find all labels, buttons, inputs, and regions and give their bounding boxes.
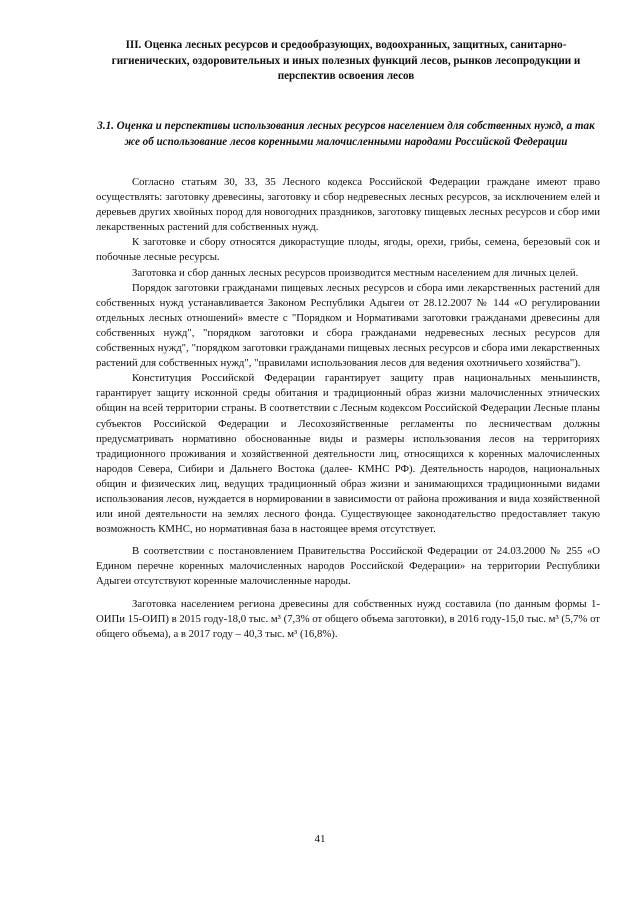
body-text [96, 175, 600, 642]
subsection-heading: 3.1. Оценка и перспективы использования лесных ресурсов населением для собственных нужд, а так же об использование лесов коренными малочисленными народами Российской Федерации [97, 120, 595, 148]
paragraph-legal-rights: Согласно статьям 30, 33, 35 Лесного кодекса Российской Федерации граждане имеют право осуществлять: заготовку древесины, заготовку и сбор недревесных лесных ресурсов, за исключением елей и деревьев других хвойных пород для новогодних праздников, заготовку пищевых лесных ресурсов и сбор ими лекарственных растений для собственных нужд. [96, 176, 600, 234]
page-number: 41 [314, 833, 326, 845]
paragraph-local-population: Заготовка и сбор данных лесных ресурсов производится местным населением для личных целей. [132, 266, 579, 279]
paragraph-government-decree: В соответствии с постановлением Правительства Российской Федерации от 24.03.2000 № 255 «О Едином перечне коренных малочисленных народов Российской Федерации» на территории Республики Адыгеи отсутствуют коренные малочисленные народы. [96, 545, 600, 588]
section-heading: III. Оценка лесных ресурсов и средообразующих, водоохранных, защитных, санитарно-гигиенических, оздоровительных и иных полезных функций лесов, рынков лесопродукции и перспектив освоения лесов [111, 39, 581, 83]
paragraph-constitution: Конституция Российской Федерации гарантирует защиту прав национальных меньшинств, гарантирует защиту исконной среды обитания и традиционный образ жизни малочисленных этнических общин на всей территории страны. В соответствии с Лесным кодексом Российской Федерации Лесные планы субъектов Российской Федерации и Лесохозяйственные регламенты по лесничествам должны предусматривать нормативно обоснованные виды и размеры использования лесов на территориях традиционного проживания и хозяйственной деятельности лиц, относящихся к коренных малочисленных народов Севера, Сибири и Дальнего Востока (далее- КМНС РФ). Деятельность народов, национальных общин и физических лиц, ведущих традиционный образ жизни и занимающихся традиционными видами использования лесов, нуждается в нормировании в зависимости от района проживания и вида хозяйственной или иной деятельности на землях лесного фонда. Существующее законодательство предоставляет такую возможность КМНС, но нормативная база в настоящее время отсутствует. [96, 372, 600, 536]
paragraph-resource-types: К заготовке и сбору относятся дикорастущие плоды, ягоды, орехи, грибы, семена, березовый сок и побочные лесные ресурсы. [96, 236, 600, 264]
paragraph-harvest-volumes: Заготовка населением региона древесины для собственных нужд составила (по данным формы 1-ОИПи 15-ОИП) в 2015 году-18,0 тыс. м³ (7,3% от общего объема заготовки), в 2016 году-15,0 тыс. м³ (5,7% от общего объема), а в 2017 году – 40,3 тыс. м³ (16,8%). [96, 597, 600, 640]
paragraph-regional-law: Порядок заготовки гражданами пищевых лесных ресурсов и сбора ими лекарственных растений для собственных нужд устанавливается Законом Республики Адыгеи от 28.12.2007 № 144 «О регулировании отдельных лесных отношений» вместе с "Порядком и Нормативами заготовки гражданами древесины для собственных нужд", "порядком заготовки и сбора гражданами недревесных лесных ресурсов для собственных нужд", "порядком заготовки гражданами пищевых лесных ресурсов и сбора ими лекарственных растений для собственных нужд", "правилами использования лесов для ведения охотничьего хозяйства"). [96, 281, 600, 370]
